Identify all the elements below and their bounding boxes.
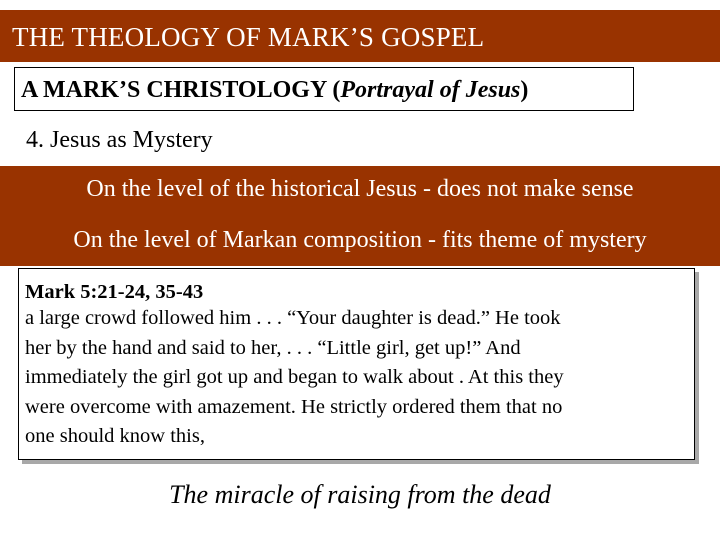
band-line-historical: On the level of the historical Jesus - does not make sense	[86, 176, 634, 202]
scripture-line: were overcome with amazement. He strictly ordered them that no	[25, 395, 563, 418]
section-heading-prefix: A MARK’S CHRISTOLOGY (	[21, 77, 341, 103]
scripture-reference: Mark 5:21-24, 35-43	[25, 281, 204, 303]
scripture-quote-box	[18, 268, 695, 460]
subheading: 4. Jesus as Mystery	[26, 127, 213, 153]
scripture-text	[25, 304, 685, 452]
scripture-line: a large crowd followed him . . . “Your daughter is dead.” He took	[25, 307, 561, 329]
slide-title: THE THEOLOGY OF MARK’S GOSPEL	[12, 22, 485, 52]
band-line-composition: On the level of Markan composition - fits theme of mystery	[73, 227, 647, 253]
scripture-line: immediately the girl got up and began to walk about . At this they	[25, 366, 564, 388]
section-heading-suffix: )	[520, 77, 529, 103]
section-heading	[21, 77, 528, 104]
section-heading-italic: Portrayal of Jesus	[340, 77, 521, 103]
scripture-line: her by the hand and said to her, . . . “Little girl, get up!” And	[25, 336, 521, 359]
section-heading-box	[14, 67, 634, 111]
slide-caption: The miracle of raising from the dead	[169, 480, 551, 509]
interpretation-band	[0, 166, 720, 266]
title-bar	[0, 10, 720, 62]
scripture-line: one should know this,	[25, 425, 205, 447]
